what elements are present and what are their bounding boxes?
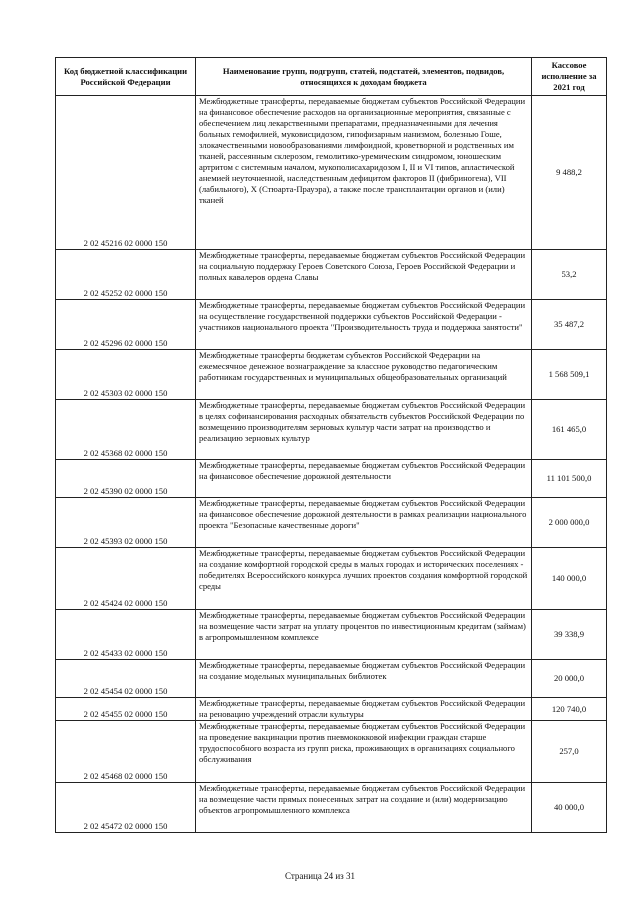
- row-amount: 120 740,0: [532, 698, 607, 721]
- header-code: Код бюджетной классификации Российской Федерации: [56, 58, 196, 96]
- row-code: 2 02 45303 02 0000 150: [56, 350, 196, 400]
- row-name: Межбюджетные трансферты, передаваемые бюджетам субъектов Российской Федерации в целях софинансирования расходных обязательств субъектов Российской Федерации по возмещению производителям зерновых культур части затрат на производство и реализацию зерновых культур: [196, 400, 532, 460]
- row-amount: 35 487,2: [532, 300, 607, 350]
- row-name: Межбюджетные трансферты, передаваемые бюджетам субъектов Российской Федерации на возмещение части прямых понесенных затрат на создание и (или) модернизацию объектов агропромышленного комплекса: [196, 783, 532, 833]
- row-name: Межбюджетные трансферты, передаваемые бюджетам субъектов Российской Федерации на финансовое обеспечение дорожной деятельности: [196, 460, 532, 498]
- table-row: [56, 783, 607, 833]
- row-code: 2 02 45390 02 0000 150: [56, 460, 196, 498]
- row-amount: 11 101 500,0: [532, 460, 607, 498]
- row-name: Межбюджетные трансферты, передаваемые бюджетам субъектов Российской Федерации на возмещение части затрат на уплату процентов по инвестиционным кредитам (займам) в агропромышленном комплексе: [196, 610, 532, 660]
- table-row: [56, 250, 607, 300]
- row-code: 2 02 45468 02 0000 150: [56, 721, 196, 783]
- row-code: 2 02 45424 02 0000 150: [56, 548, 196, 610]
- row-name: Межбюджетные трансферты, передаваемые бюджетам субъектов Российской Федерации на создание комфортной городской среды в малых городах и исторических поселениях - победителях Всероссийского конкурса лучших проектов создания комфортной городской среды: [196, 548, 532, 610]
- table-row: [56, 610, 607, 660]
- header-name: Наименование групп, подгрупп, статей, подстатей, элементов, подвидов, относящихся к доходам бюджета: [196, 58, 532, 96]
- row-code: 2 02 45455 02 0000 150: [56, 698, 196, 721]
- table-row: [56, 350, 607, 400]
- row-name: Межбюджетные трансферты, передаваемые бюджетам субъектов Российской Федерации на создание модельных муниципальных библиотек: [196, 660, 532, 698]
- row-name: Межбюджетные трансферты, передаваемые бюджетам субъектов Российской Федерации на финансовое обеспечение расходов на организационные мероприятия, связанные с обеспечением лиц лекарственными препаратами, предназначенными для лечения больных гемофилией, муковисцидозом, гипофизарным нанизмом, болезнью Гоше, злокачественными новообразованиями лимфоидной, кроветворной и родственных им тканей, рассеянным склерозом, гемолитико-уремическим синдромом, юношеским артритом с системным началом, мукополисахаридозом I, II и VI типов, апластической анемией неуточненной, наследственным дефицитом факторов II (фибриногена), VII (лабильного), X (Стюарта-Прауэра), а также после трансплантации органов и (или) тканей: [196, 96, 532, 250]
- row-code: 2 02 45252 02 0000 150: [56, 250, 196, 300]
- table-row: [56, 498, 607, 548]
- row-amount: 140 000,0: [532, 548, 607, 610]
- row-amount: 161 465,0: [532, 400, 607, 460]
- header-amount: Кассовое исполнение за 2021 год: [532, 58, 607, 96]
- table-row: [56, 400, 607, 460]
- row-name: Межбюджетные трансферты, передаваемые бюджетам субъектов Российской Федерации на финансовое обеспечение дорожной деятельности в рамках реализации национального проекта "Безопасные качественные дороги": [196, 498, 532, 548]
- table-row: [56, 548, 607, 610]
- row-name: Межбюджетные трансферты, передаваемые бюджетам субъектов Российской Федерации на реновацию учреждений отрасли культуры: [196, 698, 532, 721]
- table-header-row: [56, 58, 607, 96]
- table-row: [56, 96, 607, 250]
- row-code: 2 02 45393 02 0000 150: [56, 498, 196, 548]
- row-amount: 39 338,9: [532, 610, 607, 660]
- row-name: Межбюджетные трансферты, передаваемые бюджетам субъектов Российской Федерации на проведение вакцинации против пневмококковой инфекции граждан старше трудоспособного возраста из групп риска, проживающих в организациях социального обслуживания: [196, 721, 532, 783]
- row-code: 2 02 45296 02 0000 150: [56, 300, 196, 350]
- row-amount: 9 488,2: [532, 96, 607, 250]
- table-row: [56, 460, 607, 498]
- row-name: Межбюджетные трансферты бюджетам субъектов Российской Федерации на ежемесячное денежное вознаграждение за классное руководство педагогическим работникам государственных и муниципальных общеобразовательных организаций: [196, 350, 532, 400]
- row-amount: 20 000,0: [532, 660, 607, 698]
- table-row: [56, 300, 607, 350]
- row-name: Межбюджетные трансферты, передаваемые бюджетам субъектов Российской Федерации на осуществление государственной поддержки субъектов Российской Федерации - участников национального проекта "Производительность труда и поддержка занятости": [196, 300, 532, 350]
- row-code: 2 02 45368 02 0000 150: [56, 400, 196, 460]
- row-code: 2 02 45472 02 0000 150: [56, 783, 196, 833]
- row-amount: 40 000,0: [532, 783, 607, 833]
- page-number: Страница 24 из 31: [285, 871, 355, 881]
- table-row: [56, 698, 607, 721]
- row-amount: 1 568 509,1: [532, 350, 607, 400]
- row-code: 2 02 45216 02 0000 150: [56, 96, 196, 250]
- row-name: Межбюджетные трансферты, передаваемые бюджетам субъектов Российской Федерации на социальную поддержку Героев Советского Союза, Героев Российской Федерации и полных кавалеров ордена Славы: [196, 250, 532, 300]
- budget-table: [55, 57, 607, 833]
- row-code: 2 02 45433 02 0000 150: [56, 610, 196, 660]
- row-amount: 257,0: [532, 721, 607, 783]
- table-row: [56, 721, 607, 783]
- table-row: [56, 660, 607, 698]
- row-amount: 53,2: [532, 250, 607, 300]
- row-code: 2 02 45454 02 0000 150: [56, 660, 196, 698]
- row-amount: 2 000 000,0: [532, 498, 607, 548]
